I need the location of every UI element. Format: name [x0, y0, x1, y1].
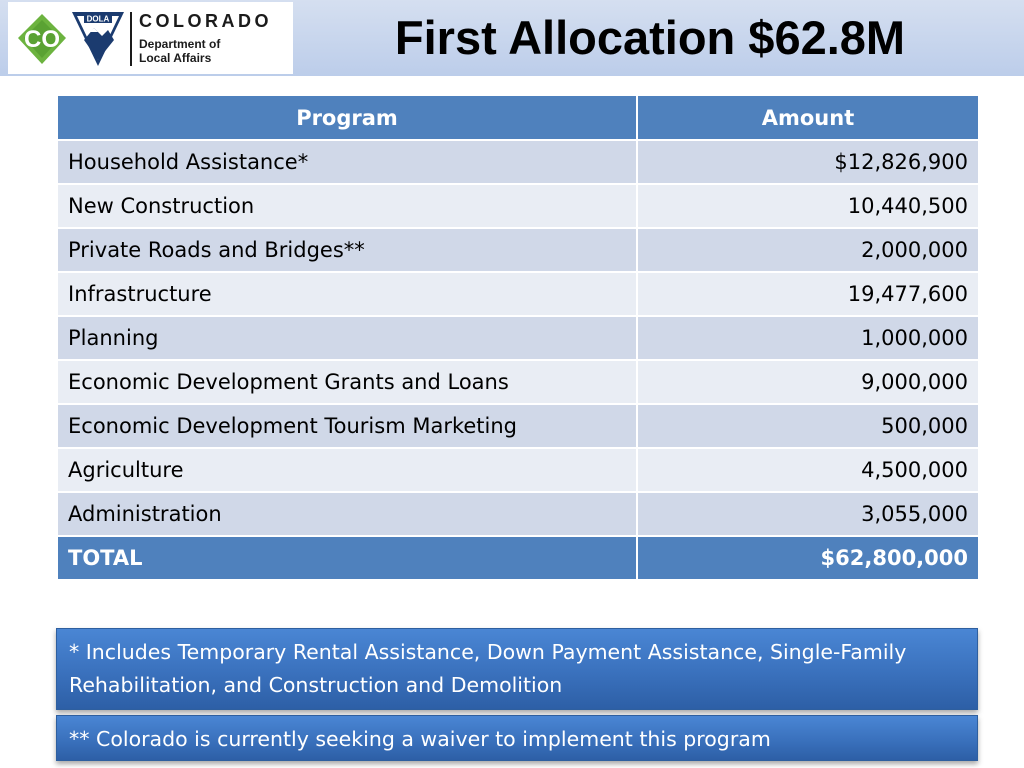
- amount-cell: 10,440,500: [637, 184, 979, 228]
- table-row: [57, 228, 979, 272]
- slide-title: First Allocation $62.8M: [394, 11, 906, 64]
- logo-department-line1: Department of: [139, 37, 221, 51]
- amount-cell: 1,000,000: [637, 316, 979, 360]
- table-row: [57, 448, 979, 492]
- column-header-program: Program: [57, 95, 637, 140]
- co-badge-text: CO: [24, 26, 60, 53]
- program-cell: New Construction: [57, 184, 637, 228]
- amount-cell: 9,000,000: [637, 360, 979, 404]
- allocation-table: [56, 94, 980, 581]
- table-total-row: [57, 536, 979, 580]
- amount-cell: 500,000: [637, 404, 979, 448]
- amount-cell: 3,055,000: [637, 492, 979, 536]
- table-row: [57, 184, 979, 228]
- dola-emblem-icon: [16, 10, 128, 68]
- dola-badge-text: DOLA: [86, 14, 110, 24]
- program-cell: Economic Development Grants and Loans: [57, 360, 637, 404]
- footnote-waiver: ** Colorado is currently seeking a waiver to implement this program: [56, 715, 978, 761]
- logo-wordmark: COLORADO: [139, 11, 272, 31]
- program-cell: Household Assistance*: [57, 140, 637, 184]
- table-row: [57, 272, 979, 316]
- amount-cell: 19,477,600: [637, 272, 979, 316]
- total-amount-cell: $62,800,000: [637, 536, 979, 580]
- dola-logo: [8, 2, 293, 74]
- program-cell: Private Roads and Bridges**: [57, 228, 637, 272]
- column-header-amount: Amount: [637, 95, 979, 140]
- table-row: [57, 316, 979, 360]
- logo-department: [139, 37, 269, 65]
- logo-divider: [130, 12, 132, 66]
- footnote-household-assistance: * Includes Temporary Rental Assistance, Down Payment Assistance, Single-Family Rehabilitation, and Construction and Demolition: [56, 628, 978, 710]
- amount-cell: $12,826,900: [637, 140, 979, 184]
- table-row: [57, 404, 979, 448]
- program-cell: Administration: [57, 492, 637, 536]
- program-cell: Agriculture: [57, 448, 637, 492]
- table-row: [57, 360, 979, 404]
- logo-department-line2: Local Affairs: [139, 51, 212, 65]
- amount-cell: 4,500,000: [637, 448, 979, 492]
- program-cell: Planning: [57, 316, 637, 360]
- amount-cell: 2,000,000: [637, 228, 979, 272]
- table-header-row: [57, 95, 979, 140]
- total-label-cell: TOTAL: [57, 536, 637, 580]
- program-cell: Infrastructure: [57, 272, 637, 316]
- table-row: [57, 492, 979, 536]
- program-cell: Economic Development Tourism Marketing: [57, 404, 637, 448]
- table-row: [57, 140, 979, 184]
